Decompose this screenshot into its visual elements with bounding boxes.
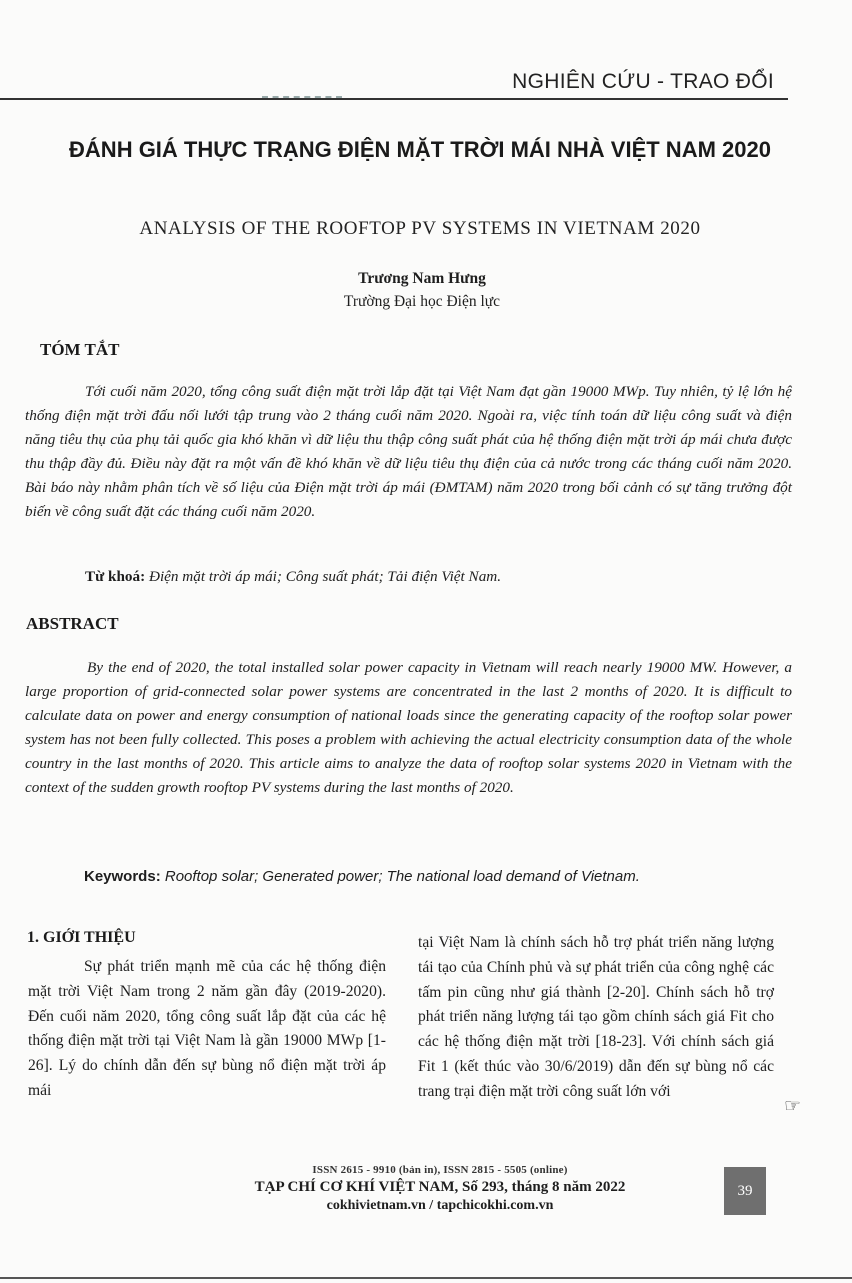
- section-label: NGHIÊN CỨU - TRAO ĐỔI: [512, 70, 774, 93]
- bottom-rule: [0, 1277, 852, 1279]
- journal-websites: cokhivietnam.vn / tapchicokhi.com.vn: [326, 1198, 554, 1213]
- keywords-vn: [85, 568, 501, 586]
- journal-name: TẠP CHÍ CƠ KHÍ VIỆT NAM, Số 293, tháng 8 năm 2022: [254, 1179, 626, 1195]
- keywords-en: [84, 868, 640, 885]
- issn-line: ISSN 2615 - 9910 (bản in), ISSN 2815 - 5505 (online): [312, 1164, 568, 1176]
- abstract-en-text: By the end of 2020, the total installed solar power capacity in Vietnam will reach nearly 19000 MW. However, a large proportion of grid-connected solar power systems are concentrated in the last 2 months of 2020. It is difficult to calculate data on power and energy consumption of national loads since the generating capacity of the rooftop solar power system has not been fully collected. This poses a problem with achieving the actual electricity consumption data of the whole country in the last months of 2020. This article aims to analyze the data of rooftop solar systems 2020 in Vietnam with the context of the sudden growth rooftop PV systems during the last months of 2020.: [25, 659, 792, 796]
- section-1-left-column: Sự phát triển mạnh mẽ của các hệ thống điện mặt trời Việt Nam trong 2 năm gần đây (2019-2020). Đến cuối năm 2020, tổng công suất lắp đặt của các hệ thống điện mặt trời tại Việt Nam là gần 19000 MWp [1-26]. Lý do chính dẫn đến sự bùng nổ điện mặt trời áp mái: [28, 958, 386, 1099]
- article-title-en: ANALYSIS OF THE ROOFTOP PV SYSTEMS IN VIETNAM 2020: [139, 218, 701, 239]
- abstract-vn-heading: TÓM TẮT: [40, 340, 120, 359]
- keywords-en-label: Keywords:: [84, 868, 161, 885]
- section-1-right-column: tại Việt Nam là chính sách hỗ trợ phát triển năng lượng tái tạo của Chính phủ và sự phát triển của công nghệ các tấm pin cũng như giá thành [2-20]. Chính sách hỗ trợ phát triển năng lượng tái tạo gồm chính sách giá Fit cho các hệ thống điện mặt trời [18-23]. Với chính sách giá Fit 1 (kết thúc vào 30/6/2019) dẫn đến sự bùng nổ các trang trại điện mặt trời công suất lớn với: [418, 934, 774, 1100]
- section-1-heading: 1. GIỚI THIỆU: [27, 929, 136, 946]
- header-dash-accent: [262, 96, 342, 98]
- journal-footer: [160, 1164, 720, 1214]
- header-rule: [0, 98, 788, 100]
- keywords-vn-label: Từ khoá:: [85, 568, 146, 585]
- author-name: Trương Nam Hưng: [358, 270, 486, 287]
- author-affiliation: Trường Đại học Điện lực: [343, 293, 501, 310]
- keywords-vn-value: Điện mặt trời áp mái; Công suất phát; Tải điện Việt Nam.: [148, 568, 502, 585]
- keywords-en-value: Rooftop solar; Generated power; The national load demand of Vietnam.: [164, 868, 640, 885]
- article-title-vn: ĐÁNH GIÁ THỰC TRẠNG ĐIỆN MẶT TRỜI MÁI NHÀ VIỆT NAM 2020: [69, 137, 771, 162]
- abstract-en-heading: ABSTRACT: [26, 614, 119, 633]
- pointing-hand-icon: ☞: [784, 1096, 802, 1117]
- abstract-vn-text: Tới cuối năm 2020, tổng công suất điện mặt trời lắp đặt tại Việt Nam đạt gần 19000 MWp. Tuy nhiên, tỷ lệ lớn hệ thống điện mặt trời đấu nối lưới tập trung vào 2 tháng cuối năm 2020. Ngoài ra, việc tính toán dữ liệu công suất và điện năng tiêu thụ của phụ tải quốc gia khó khăn vì dữ liệu thu thập công suất phát của hệ thống điện mặt trời áp mái chưa được thu thập đầy đủ. Điều này đặt ra một vấn đề khó khăn về dữ liệu tiêu thụ điện của cả nước trong các tháng cuối năm 2020. Bài báo này nhằm phân tích về số liệu của Điện mặt trời áp mái (ĐMTAM) năm 2020 trong bối cảnh có sự tăng trưởng đột biến về công suất đặt các tháng cuối năm 2020.: [25, 383, 792, 520]
- page-number: 39: [724, 1167, 766, 1215]
